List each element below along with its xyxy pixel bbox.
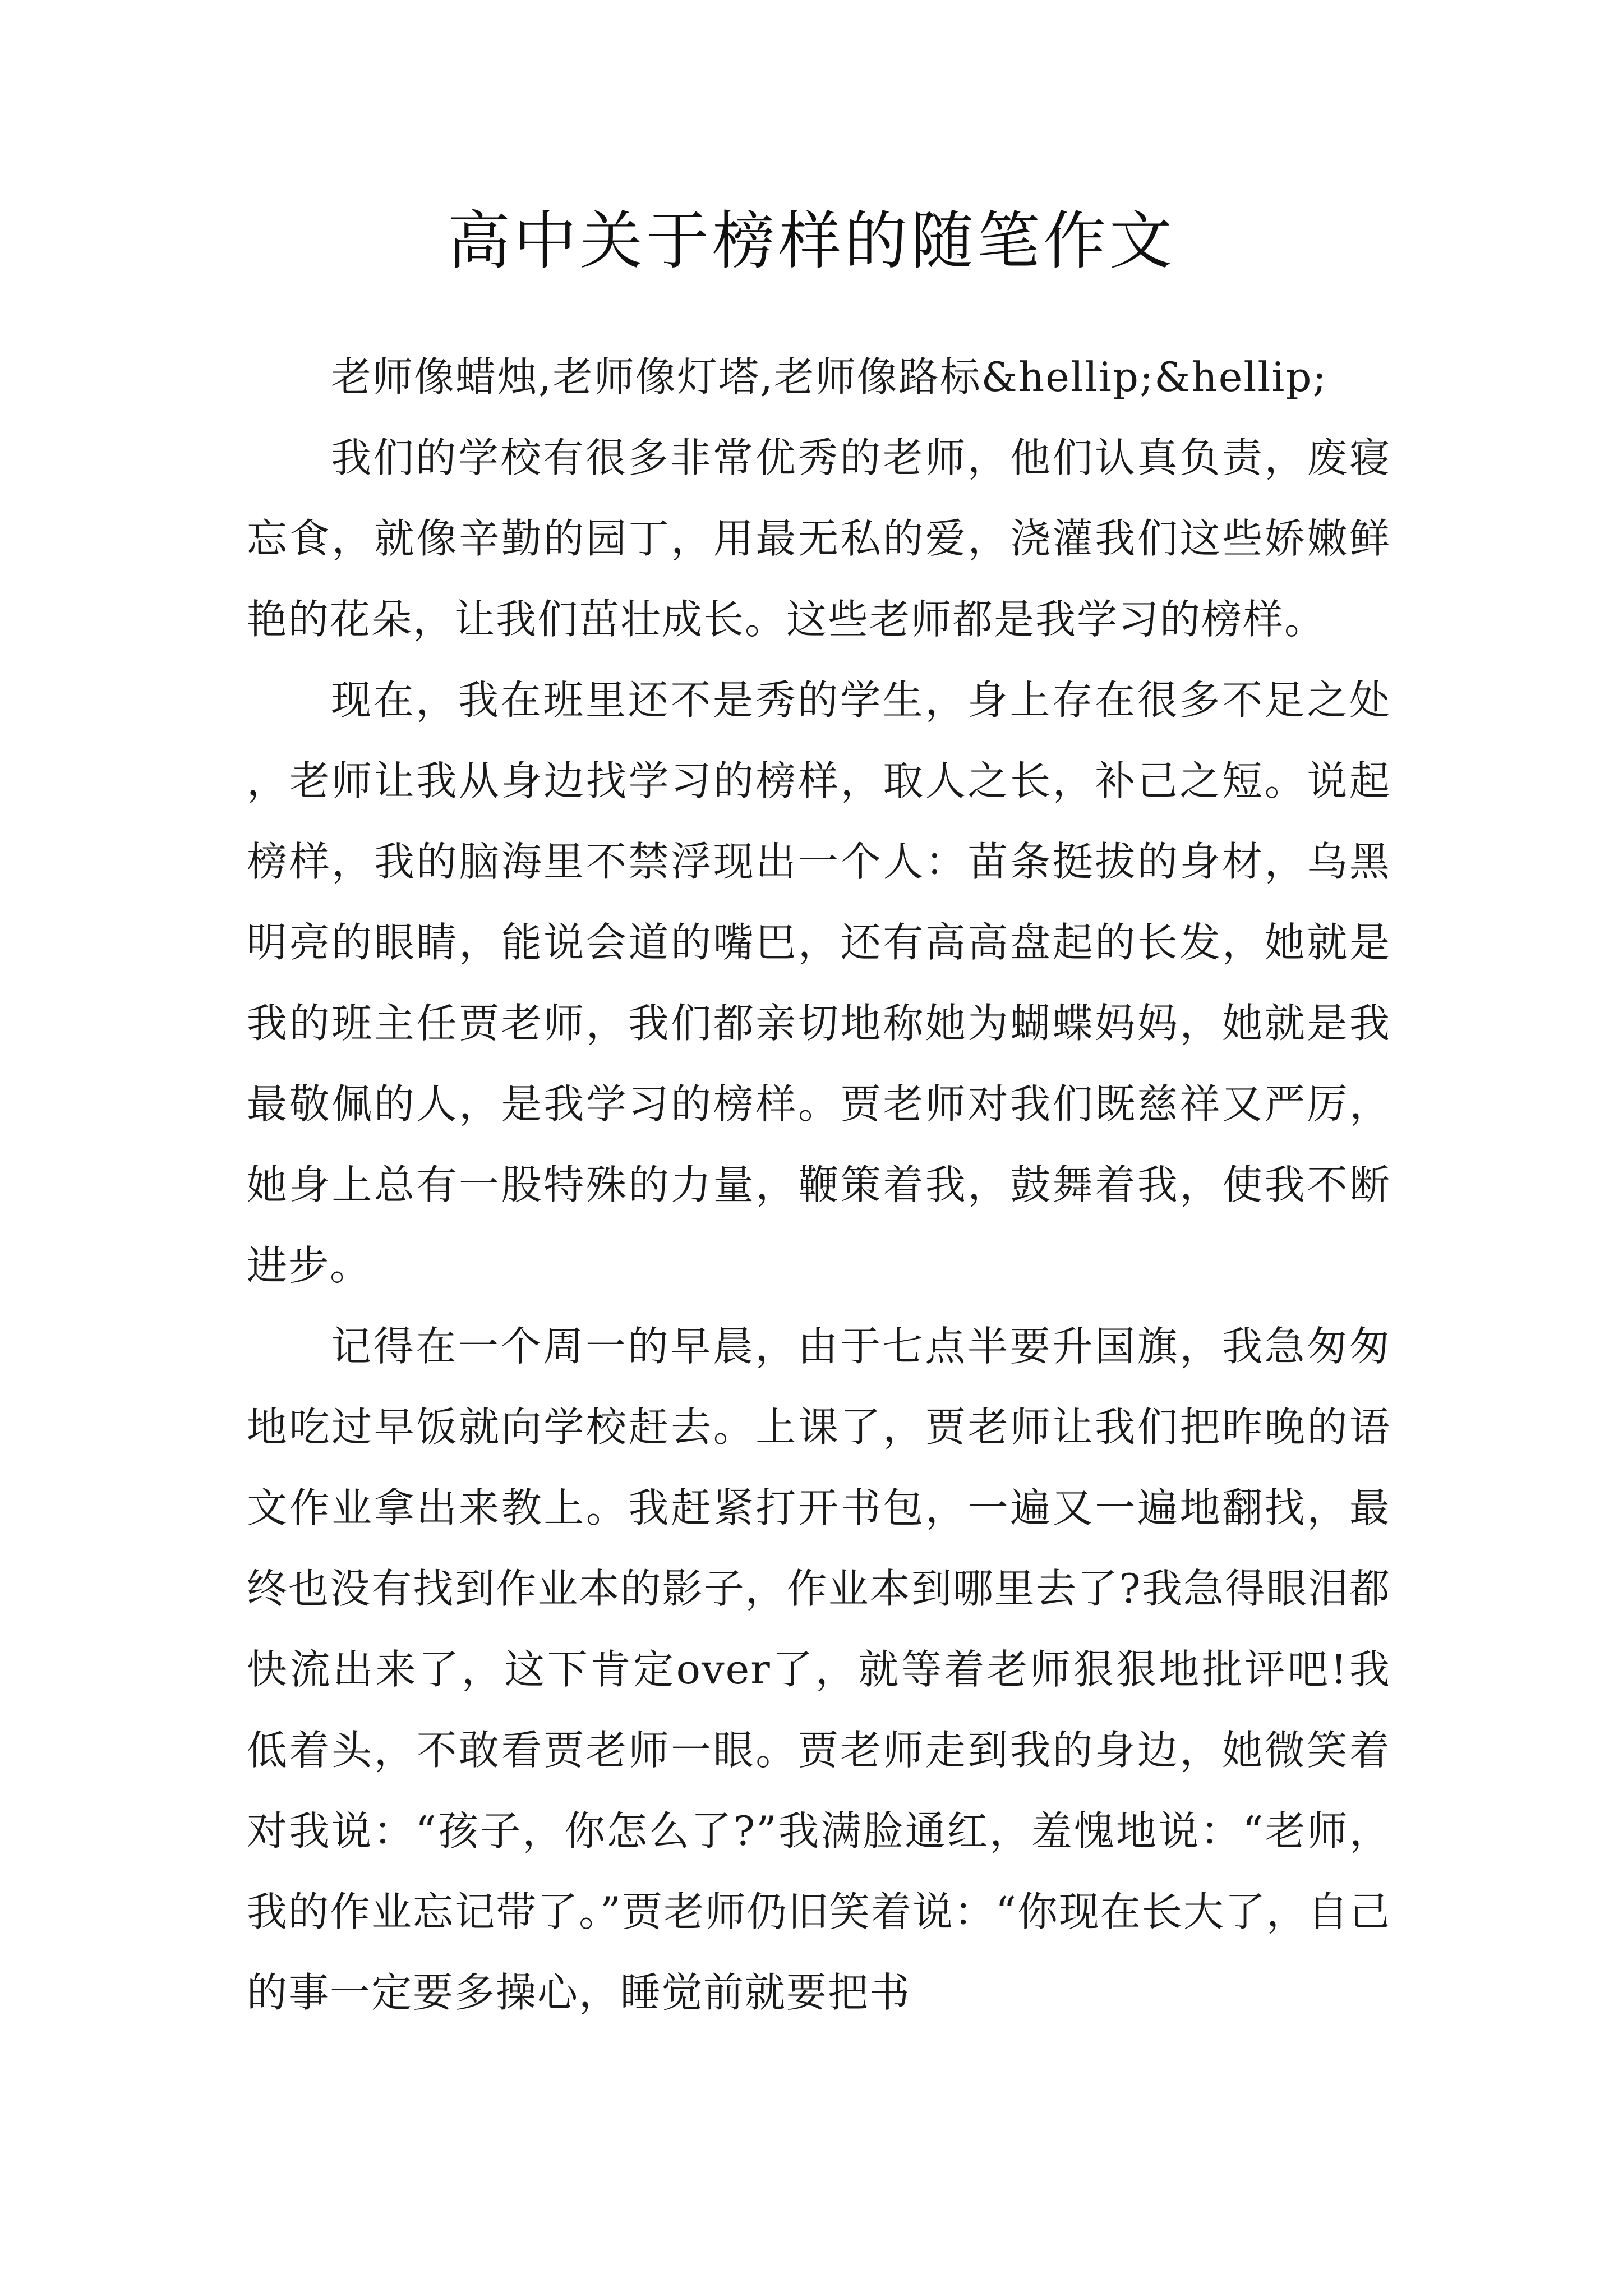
document-body bbox=[247, 337, 1391, 2033]
document-title: 高中关于榜样的随笔作文 bbox=[448, 205, 1175, 278]
paragraph-2: 我们的学校有很多非常优秀的老师，他们认真负责，废寝忘食，就像辛勤的园丁，用最无私的爱，浇灌我们这些娇嫩鲜艳的花朵，让我们茁壮成长。这些老师都是我学习的榜样。 bbox=[247, 434, 1391, 643]
paragraph-3: 现在，我在班里还不是秀的学生，身上存在很多不足之处，老师让我从身边找学习的榜样，取人之长，补己之短。说起榜样，我的脑海里不禁浮现出一个人：苗条挺拔的身材，乌黑明亮的眼睛，能说会道的嘴巴，还有高高盘起的长发，她就是我的班主任贾老师，我们都亲切地称她为蝴蝶妈妈，她就是我最敬佩的人，是我学习的榜样。贾老师对我们既慈祥又严厉，她身上总有一股特殊的力量，鞭策着我，鼓舞着我，使我不断进步。 bbox=[247, 677, 1391, 1289]
paragraph-4: 记得在一个周一的早晨，由于七点半要升国旗，我急匆匆地吃过早饭就向学校赶去。上课了，贾老师让我们把昨晚的语文作业拿出来教上。我赶紧打开书包，一遍又一遍地翻找，最终也没有找到作业本的影子，作业本到哪里去了?我急得眼泪都快流出来了，这下肯定over了，就等着老师狠狠地批评吧!我低着头，不敢看贾老师一眼。贾老师走到我的身边，她微笑着对我说：“孩子，你怎么了?”我满脸通红，羞愧地说：“老师，我的作业忘记带了。”贾老师仍旧笑着说：“你现在长大了，自己的事一定要多操心，睡觉前就要把书 bbox=[247, 1323, 1391, 2016]
paragraph-1: 老师像蜡烛,老师像灯塔,老师像路标&hellip;&hellip; bbox=[331, 353, 1327, 401]
